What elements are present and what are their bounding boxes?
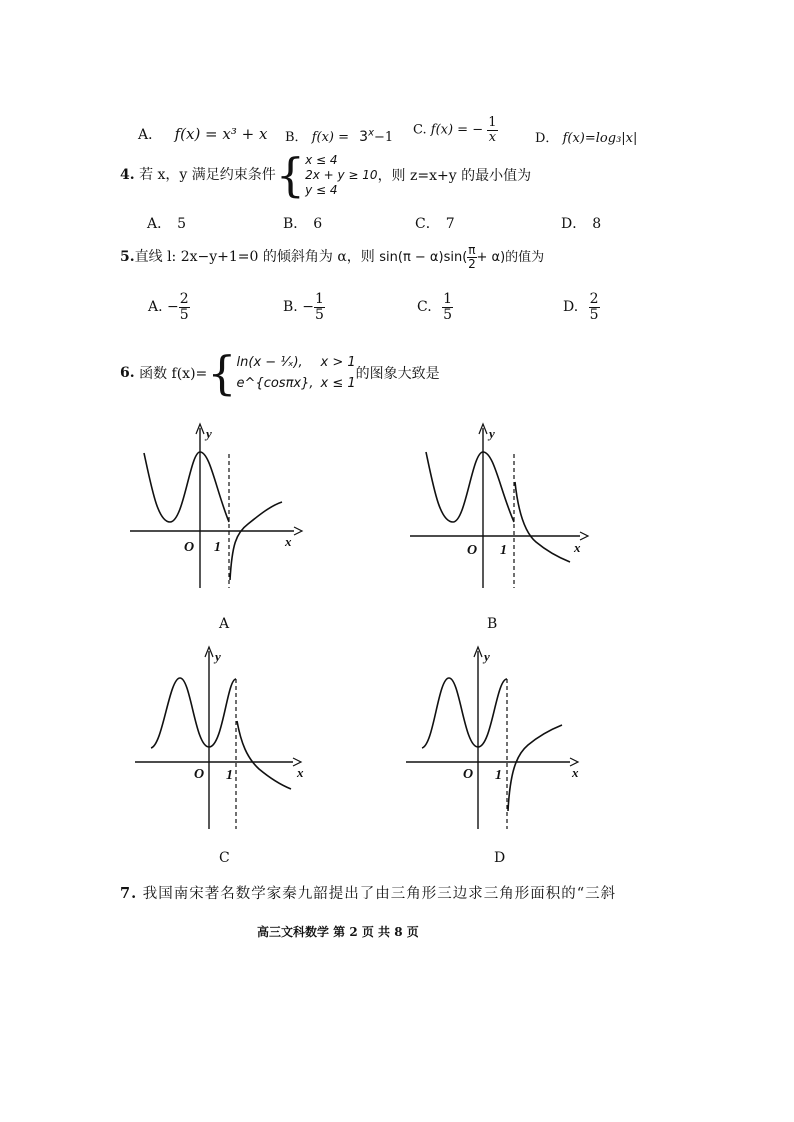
q4-constraint: y ≤ 4 xyxy=(305,182,338,197)
q5-option-label: A. xyxy=(148,299,163,316)
q5-option-den: 5 xyxy=(314,306,324,323)
q4-option-label: D． xyxy=(561,216,587,232)
q6-case2-expr: e^{cosπx}, xyxy=(236,376,314,391)
q6-text-after: 的图象大致是 xyxy=(355,366,440,382)
q5-number: 5. xyxy=(120,249,135,266)
q3-options xyxy=(138,124,267,144)
x-label: x xyxy=(574,540,581,555)
q5-expr-den: 2 xyxy=(468,256,476,271)
q3-option-b xyxy=(285,126,393,145)
q5-option-den: 5 xyxy=(443,306,453,323)
tick-label: 1 xyxy=(214,540,221,555)
q3-option-c-den: x xyxy=(488,129,497,145)
x-label: x xyxy=(297,765,304,780)
q5-expr-fraction xyxy=(467,244,476,270)
q4-option-value: 8 xyxy=(592,216,602,232)
q3-option-b-tail: −1 xyxy=(374,130,394,145)
q4-option-label: C． xyxy=(415,216,440,232)
q3-option-b-lhs: f(x) = xyxy=(311,130,350,145)
q3-option-d-label: D． xyxy=(535,131,559,146)
q4-option-value: 7 xyxy=(445,216,455,232)
q5-stem xyxy=(120,244,544,270)
q4-option-b xyxy=(283,213,322,233)
x-axis-arrow xyxy=(580,532,588,540)
q5-option-label: B. xyxy=(283,299,298,316)
q3-option-d-expr: f(x)=log₃|x| xyxy=(562,131,638,146)
q6-case1-expr: ln(x − ¹⁄ₓ), xyxy=(236,355,303,370)
graph-c xyxy=(133,643,313,833)
origin-label: O xyxy=(463,767,474,782)
origin-label: O xyxy=(194,767,205,782)
q4-text-after: ，则 z=x+y 的最小值为 xyxy=(377,168,532,184)
x-label: x xyxy=(285,534,292,549)
origin-label: O xyxy=(184,540,195,555)
q5-option-b xyxy=(283,292,325,322)
q4-option-value: 6 xyxy=(313,216,323,232)
q3-option-a-expr: f(x) = x³ + x xyxy=(174,125,268,143)
curve-right xyxy=(508,725,562,811)
q4-option-label: A． xyxy=(147,216,172,232)
q5-option-sign: − xyxy=(302,299,314,316)
q5-option-den: 5 xyxy=(179,306,189,323)
q3-option-b-rhs: 3 xyxy=(359,129,369,145)
graph-a-caption: A xyxy=(219,616,230,632)
graph-c-caption: C xyxy=(219,850,230,866)
curve-left xyxy=(151,678,236,748)
q5-option-num: 1 xyxy=(443,291,453,307)
q5-option-fraction xyxy=(442,292,453,322)
q4-constraints xyxy=(305,153,377,198)
q6-text-before: 函数 f(x)= xyxy=(139,366,208,382)
y-label: y xyxy=(489,426,495,441)
graph-b-caption: B xyxy=(487,616,498,632)
q3-option-d xyxy=(535,127,637,146)
curve-left xyxy=(144,452,229,522)
q3-option-c-lhs: f(x) = − xyxy=(430,122,484,138)
q5-option-label: D. xyxy=(563,299,579,316)
curve-right xyxy=(230,502,282,580)
q4-option-c xyxy=(415,213,455,233)
q4-number: 4. xyxy=(120,167,135,183)
q3-option-b-label: B． xyxy=(285,130,308,145)
q7-number: 7. xyxy=(120,885,138,902)
x-axis-arrow xyxy=(294,527,302,535)
curve-right xyxy=(515,482,570,562)
tick-label: 1 xyxy=(500,543,507,558)
q5-option-num: 2 xyxy=(589,291,599,307)
q4-text-before: 若 x，y 满足约束条件 xyxy=(139,167,276,183)
q5-option-num: 1 xyxy=(314,291,324,307)
q6-stem xyxy=(120,346,440,400)
curve-left xyxy=(426,452,514,522)
q5-option-fraction xyxy=(179,292,190,322)
graph-d xyxy=(404,643,594,833)
q4-option-d xyxy=(561,213,601,233)
q5-option-sign: − xyxy=(167,299,179,316)
y-label: y xyxy=(215,649,221,664)
q3-option-c xyxy=(413,116,498,144)
q5-expr-left: sin(π − α)sin( xyxy=(379,250,468,266)
q5-text-before: 直线 l: 2x−y+1=0 的倾斜角为 α，则 xyxy=(134,249,375,266)
q4-option-value: 5 xyxy=(177,216,187,232)
q3-option-c-num: 1 xyxy=(488,115,497,130)
q4-option-a xyxy=(147,213,186,233)
q4-brace: { xyxy=(275,148,306,202)
q5-option-c xyxy=(417,292,453,322)
tick-label: 1 xyxy=(495,768,502,783)
q5-option-d xyxy=(563,292,600,322)
graph-b xyxy=(408,420,598,590)
q6-number: 6. xyxy=(120,365,135,381)
q5-expr-num: π xyxy=(468,243,476,257)
q4-stem xyxy=(120,148,532,202)
x-label: x xyxy=(572,765,579,780)
q5-option-fraction xyxy=(314,292,325,322)
y-label: y xyxy=(484,649,490,664)
q6-brace: { xyxy=(207,346,237,400)
q6-case1-cond: x > 1 xyxy=(320,355,356,370)
q4-option-label: B． xyxy=(283,216,308,232)
curve-left xyxy=(422,678,507,748)
q3-option-c-fraction xyxy=(487,116,497,144)
q3-option-c-label: C. xyxy=(413,122,427,138)
graph-d-caption: D xyxy=(494,850,506,866)
origin-label: O xyxy=(467,543,478,558)
page-footer: 高三文科数学 第 2 页 共 8 页 xyxy=(257,925,419,939)
q3-option-a-label: A． xyxy=(138,127,163,143)
curve-right xyxy=(237,721,291,789)
q5-option-num: 2 xyxy=(179,291,189,307)
q7-text: 我国南宋著名数学家秦九韶提出了由三角形三边求三角形面积的“三斜 xyxy=(142,886,617,902)
q7-stem xyxy=(120,882,616,903)
q5-option-label: C. xyxy=(417,299,432,316)
graph-a xyxy=(128,420,308,590)
y-label: y xyxy=(206,426,212,441)
q5-option-a xyxy=(148,292,190,322)
q6-case2-cond: x ≤ 1 xyxy=(320,376,356,391)
q4-constraint: 2x + y ≥ 10 xyxy=(305,167,378,182)
q5-expr-right: + α)的值为 xyxy=(476,250,545,266)
q3-option-b-exp: x xyxy=(368,127,374,139)
q5-option-fraction xyxy=(589,292,600,322)
q6-cases xyxy=(237,352,356,394)
q4-constraint: x ≤ 4 xyxy=(305,152,338,167)
tick-label: 1 xyxy=(226,768,233,783)
q5-option-den: 5 xyxy=(589,306,599,323)
